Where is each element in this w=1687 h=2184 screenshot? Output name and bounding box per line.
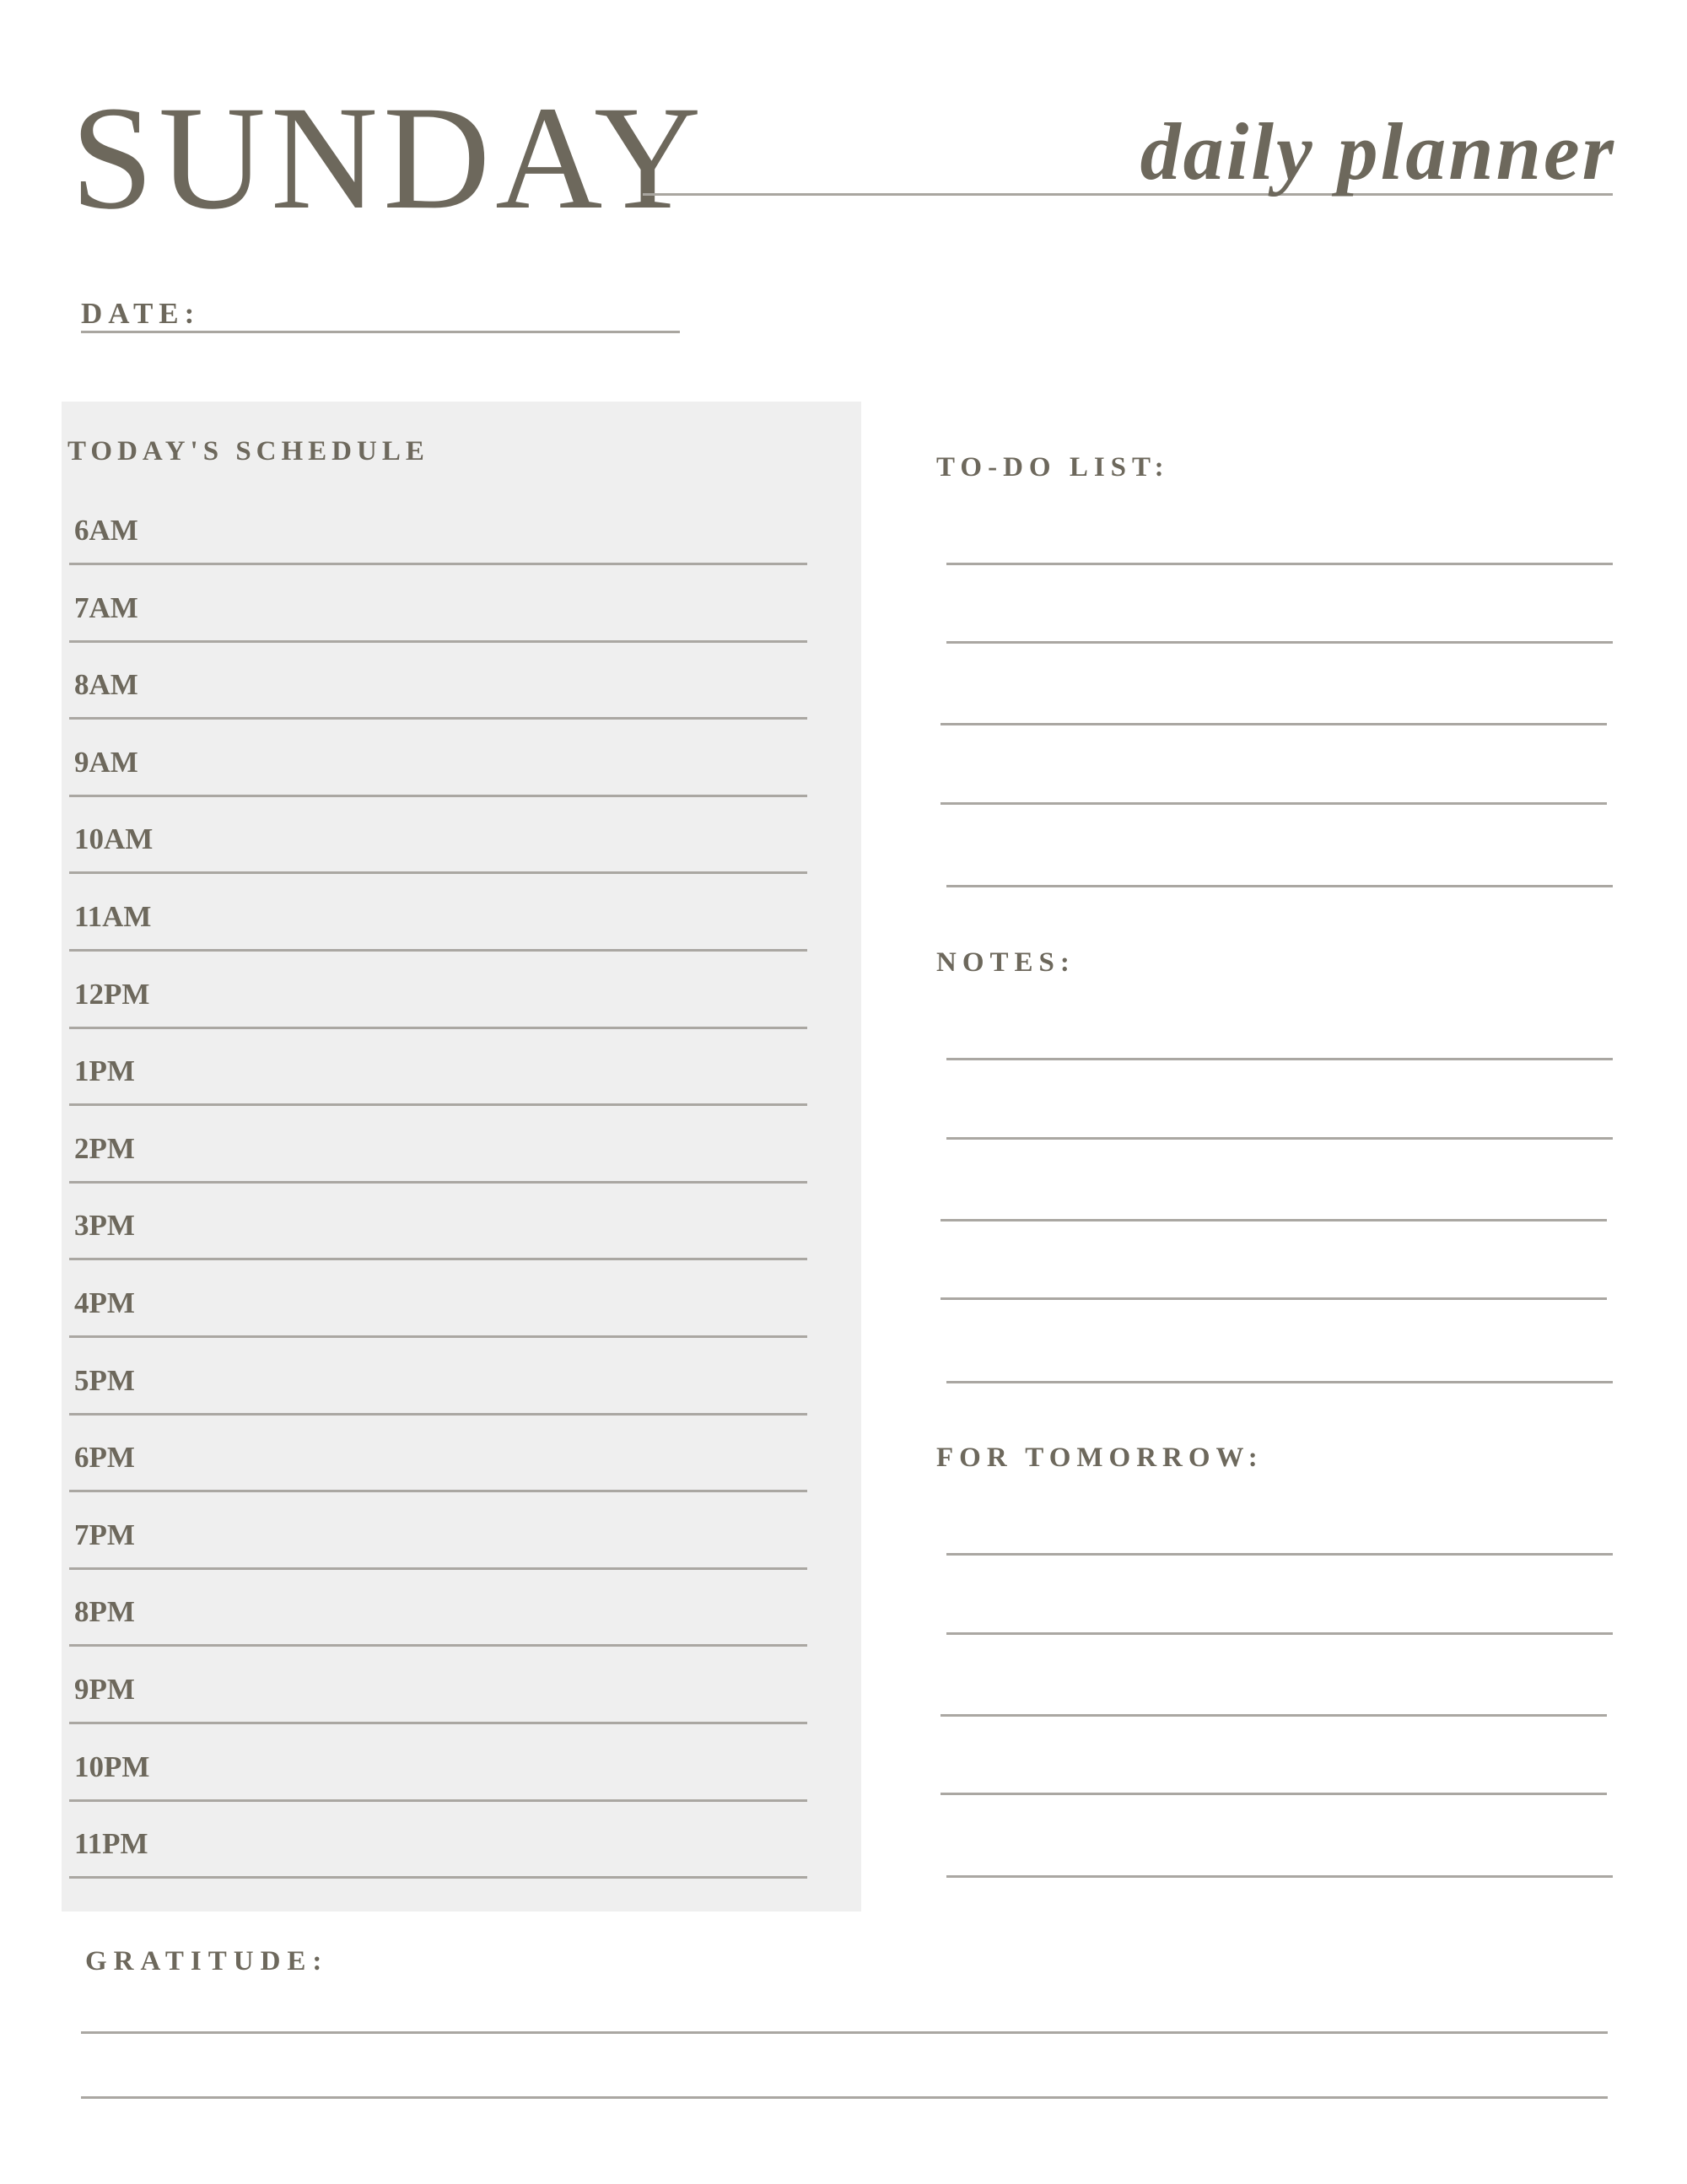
todo-line[interactable]: [946, 641, 1613, 644]
schedule-slot-time: 1PM: [74, 1054, 135, 1088]
todo-line[interactable]: [941, 723, 1607, 725]
schedule-slot[interactable]: [69, 1799, 807, 1879]
schedule-heading: TODAY'S SCHEDULE: [67, 436, 429, 466]
schedule-slot[interactable]: [69, 1259, 807, 1338]
planner-subtitle: daily planner: [1140, 106, 1616, 197]
schedule-slot[interactable]: [69, 1336, 807, 1416]
notes-line[interactable]: [946, 1137, 1613, 1140]
tomorrow-line[interactable]: [946, 1632, 1613, 1635]
schedule-slot-time: 2PM: [74, 1131, 135, 1165]
notes-line[interactable]: [941, 1297, 1607, 1300]
schedule-slot-time: 7AM: [74, 590, 138, 624]
schedule-slot-time: 8AM: [74, 668, 138, 702]
date-label: DATE:: [81, 297, 201, 330]
schedule-slot-time: 3PM: [74, 1209, 135, 1243]
schedule-slot[interactable]: [69, 872, 807, 952]
gratitude-line[interactable]: [81, 2031, 1608, 2034]
notes-heading: NOTES:: [936, 947, 1075, 978]
schedule-slot-time: 12PM: [74, 977, 150, 1011]
tomorrow-line[interactable]: [941, 1714, 1607, 1717]
gratitude-heading: GRATITUDE:: [85, 1946, 329, 1976]
tomorrow-line[interactable]: [946, 1553, 1613, 1556]
page-title: SUNDAY: [71, 76, 707, 240]
schedule-slot[interactable]: [69, 795, 807, 874]
schedule-slot[interactable]: [69, 1567, 807, 1647]
schedule-slot-time: 6AM: [74, 514, 138, 547]
schedule-slot-time: 11AM: [74, 900, 152, 933]
schedule-slot[interactable]: [69, 950, 807, 1029]
notes-line[interactable]: [941, 1219, 1607, 1221]
tomorrow-heading: FOR TOMORROW:: [936, 1443, 1264, 1473]
tomorrow-line[interactable]: [946, 1875, 1613, 1878]
gratitude-line[interactable]: [81, 2096, 1608, 2099]
schedule-slot[interactable]: [69, 718, 807, 797]
schedule-slot-time: 7PM: [74, 1518, 135, 1551]
notes-line[interactable]: [946, 1381, 1613, 1383]
notes-line[interactable]: [946, 1058, 1613, 1060]
schedule-slot-time: 6PM: [74, 1441, 135, 1475]
schedule-slot[interactable]: [69, 1413, 807, 1492]
schedule-slot[interactable]: [69, 1027, 807, 1106]
schedule-slot[interactable]: [69, 486, 807, 565]
schedule-slot-time: 4PM: [74, 1286, 135, 1319]
tomorrow-line[interactable]: [941, 1793, 1607, 1795]
schedule-slot[interactable]: [69, 564, 807, 643]
todo-line[interactable]: [946, 563, 1613, 565]
todo-line[interactable]: [941, 802, 1607, 805]
schedule-slot-time: 11PM: [74, 1827, 148, 1861]
schedule-slot[interactable]: [69, 1181, 807, 1260]
schedule-slot[interactable]: [69, 640, 807, 720]
schedule-slot-time: 9PM: [74, 1673, 135, 1706]
schedule-slot-time: 10AM: [74, 822, 154, 856]
todo-heading: TO-DO LIST:: [936, 452, 1170, 483]
schedule-slot[interactable]: [69, 1104, 807, 1184]
date-field[interactable]: [81, 331, 680, 333]
todo-line[interactable]: [946, 885, 1613, 887]
schedule-slot-time: 8PM: [74, 1595, 135, 1629]
schedule-slot-time: 10PM: [74, 1750, 150, 1783]
schedule-slot-time: 5PM: [74, 1363, 135, 1397]
schedule-slot[interactable]: [69, 1645, 807, 1724]
schedule-slot-time: 9AM: [74, 745, 138, 779]
schedule-slot[interactable]: [69, 1491, 807, 1570]
schedule-slot[interactable]: [69, 1723, 807, 1802]
